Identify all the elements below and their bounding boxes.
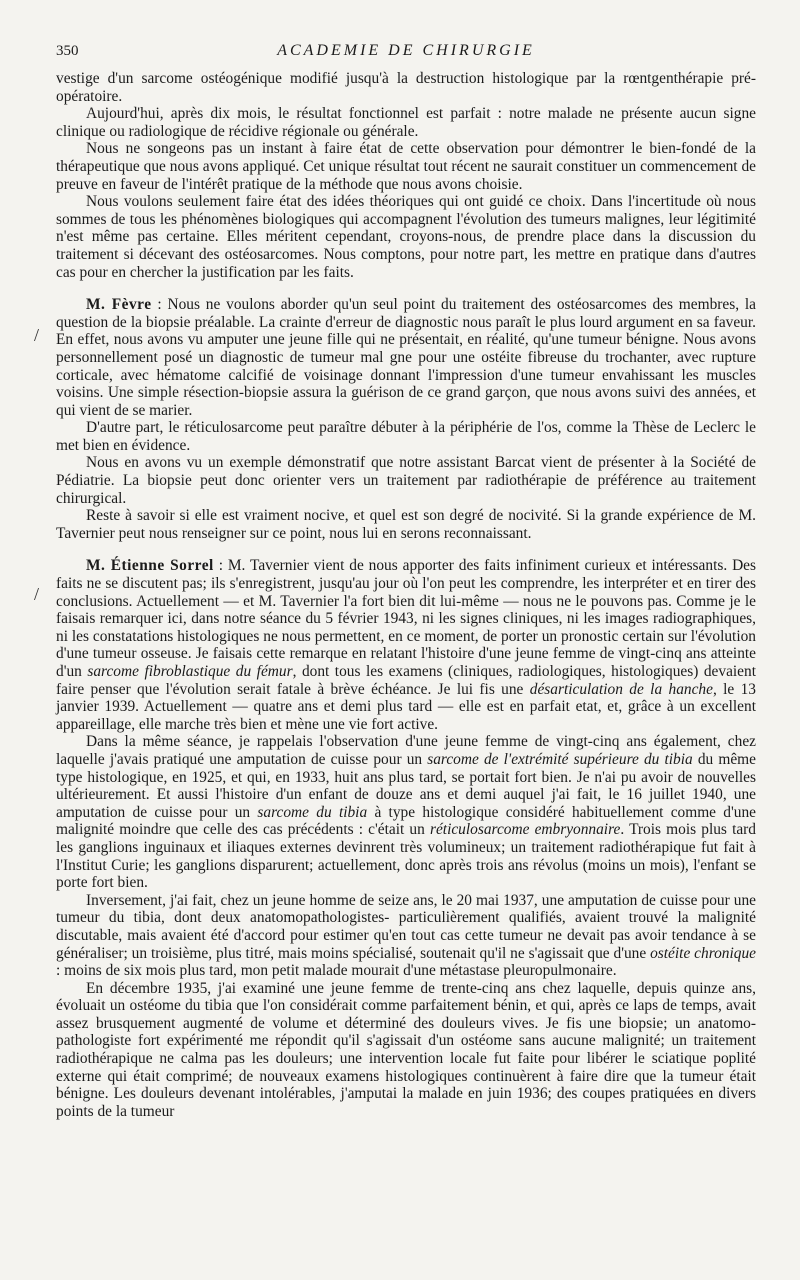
paragraph: Reste à savoir si elle est vraiment nocive, et quel est son degré de nocivité. Si la grande expérience de M. Tavernier peut nous renseigner sur ce point, nous lui en serons reconnaissant. (56, 507, 756, 542)
page-number: 350 (56, 43, 79, 59)
paragraph: Nous ne songeons pas un instant à faire état de cette observation pour démontrer le bien-fondé de la thérapeutique que nous avons appliqué. Cet unique résultat tout récent ne saurait constituer un commencement de preuve en faveur de l'intérêt pratique de la méthode que nous avons choisie. (56, 140, 756, 193)
paragraph: Aujourd'hui, après dix mois, le résultat fonctionnel est parfait : notre malade ne présente aucun signe clinique ou radiologique de récidive régionale ou générale. (56, 105, 756, 140)
speaker-name: M. Étienne Sorrel (86, 557, 214, 575)
paragraph: Nous voulons seulement faire état des idées théoriques qui ont guidé ce choix. Dans l'incertitude où nous sommes de tous les phénomènes biologiques qui accompagnent l'évolution des tumeurs malignes, leur légitimité n'est même pas certaine. Elles méritent cependant, croyons-nous, de prendre place dans la discussion du traitement si décevant des ostéosarcomes. Nous comptons, pour notre part, les mettre en pratique dans d'autres cas pour en chercher la justification par les faits. (56, 193, 756, 281)
paragraph: vestige d'un sarcome ostéogénique modifié jusqu'à la destruction histologique par la rœntgenthérapie pré-opératoire. (56, 70, 756, 105)
paragraph: Nous en avons vu un exemple démonstratif que notre assistant Barcat vient de présenter à la Société de Pédiatrie. La biopsie peut donc orienter vers un traitement par radiothérapie de préférence au traitement chirurgical. (56, 454, 756, 507)
speaker-name: M. Fèvre (86, 296, 152, 314)
body-text (56, 70, 756, 1120)
paragraph-sorrel: M. Étienne Sorrel : M. Tavernier vient de nous apporter des faits infiniment curieux et intéressants. Des faits ne se discutent pas; ils s'enregistrent, jusqu'au jour où l'on peut les comprendre, les interpréter et en tirer des conclusions. Actuellement — et M. Tavernier l'a fort bien dit lui-même — nous ne le pouvons pas. Comme je le faisais remarquer ici, dans notre séance du 5 février 1943, ni les signes cliniques, ni les images radiographiques, ni les constatations histologiques ne nous permettent, en ce moment, de porter un pronostic certain sur l'évolution d'une tumeur osseuse. Je faisais cette remarque en relatant l'histoire d'une jeune femme de vingt-cinq ans atteinte d'un sarcome fibroblastique du fémur, dont tous les examens (cliniques, radiologiques, histologiques) devaient faire penser que l'évolution serait fatale à brève échéance. Je lui fis une désarticulation de la hanche, le 13 janvier 1939. Actuellement — quatre ans et demi plus tard — elle est en parfait etat, et, grâce à un excellent appareillage, elle marche très bien et mène une vie fort active. (56, 557, 757, 733)
paragraph: Inversement, j'ai fait, chez un jeune homme de seize ans, le 20 mai 1937, une amputation de cuisse pour une tumeur du tibia, dont deux anatomopathologistes- particulièrement qualifiés, avaient trouvé la malignité discutable, mais avaient été d'accord pour estimer qu'en tout cas cette tumeur ne devait pas avoir tendance à se généraliser; un troisième, plus titré, mais moins spécialisé, soutenait qu'il ne s'agissait que d'une ostéite chronique : moins de six mois plus tard, mon petit malade mourait d'une métastase pleuropulmonaire. (56, 891, 756, 980)
paragraph: Dans la même séance, je rappelais l'observation d'une jeune femme de vingt-cinq ans également, chez laquelle j'avais pratiqué une amputation de cuisse pour un sarcome de l'extrémité supérieure du tibia du même type histologique, en 1925, et qui, en 1933, huit ans plus tard, se portait fort bien. Je n'ai pu avoir de nouvelles ultérieurement. Et aussi l'histoire d'un enfant de douze ans et demi auquel j'ai fait, le 16 juillet 1940, une amputation de cuisse pour un sarcome du tibia à type histologique considéré habituellement comme d'une malignité moindre que celle des cas précédents : c'était un réticulosarcome embryonnaire. Trois mois plus tard les ganglions inguinaux et iliaques externes devinrent très volumineux; un traitement radiothérapique fut fait à l'Institut Curie; les ganglions disparurent; actuellement, donc après trois ans révolus (moins un mois), l'enfant se porte fort bien. (56, 733, 756, 892)
margin-mark: / (34, 325, 40, 345)
page-header (56, 42, 756, 70)
paragraph-fevre: M. Fèvre : Nous ne voulons aborder qu'un seul point du traitement des ostéosarcomes des membres, la question de la biopsie préalable. La crainte d'erreur de diagnostic nous paraît le plus lourd argument en sa faveur. En effet, nous avons vu amputer une jeune fille qui ne présentait, en réalité, qu'une tumeur bénigne. Nous avons personnellement posé un diagnostic de tumeur mal gne pour une ostéite fibreuse du trochanter, avec rupture corticale, avec hématome calcifié de voisinage donnant l'impression d'une tumeur envahissant les muscles voisins. Une simple résection-biopsie assura la guérison de ce grand garçon, que nous avons suivi des années, et qui vient de se marier. (56, 296, 756, 419)
paragraph: D'autre part, le réticulosarcome peut paraître débuter à la périphérie de l'os, comme la Thèse de Leclerc le met bien en évidence. (56, 419, 756, 454)
paragraph: En décembre 1935, j'ai examiné une jeune femme de trente-cinq ans chez laquelle, depuis quinze ans, évoluait un ostéome du tibia que l'on considérait comme parfaitement bénin, et qui, après ce laps de temps, avait assez brusquement augmenté de volume et déterminé des douleurs vives. Je fis une biopsie; un anatomo-pathologiste fort expérimenté me répondit qu'il s'agissait d'un ostéome sans aucune malignité; un traitement radiothérapique ne calma pas les douleurs; une intervention locale fut faite pour libérer le sciatique poplité externe qui était comprimé; de nouveaux examens histologiques continuèrent à faire dire que la tumeur était bénigne. Les douleurs devenant intolérables, j'amputai la malade en juin 1936; des coupes pratiquées en divers points de la tumeur (56, 979, 756, 1120)
margin-mark: / (34, 584, 40, 604)
running-title: ACADEMIE DE CHIRURGIE (277, 42, 535, 59)
